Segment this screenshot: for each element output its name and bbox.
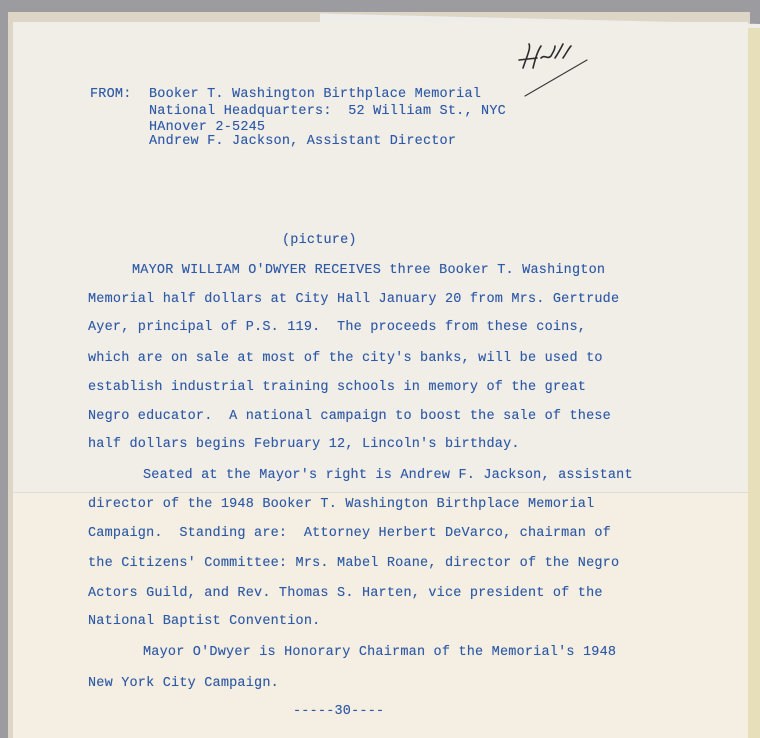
paragraph-2-line-3: Campaign. Standing are: Attorney Herbert DeVarco, chairman of bbox=[88, 526, 611, 541]
paragraph-1-line-6: Negro educator. A national campaign to boost the sale of these bbox=[88, 409, 611, 424]
handwritten-signature bbox=[515, 38, 595, 98]
paragraph-1-line-3: Ayer, principal of P.S. 119. The proceeds from these coins, bbox=[88, 320, 587, 335]
header-line-address: National Headquarters: 52 William St., NYC bbox=[149, 104, 506, 119]
header-line-contact: Andrew F. Jackson, Assistant Director bbox=[149, 134, 457, 149]
picture-note: (picture) bbox=[282, 233, 357, 248]
paragraph-1-line-7: half dollars begins February 12, Lincoln's birthday. bbox=[88, 437, 520, 452]
paragraph-1-line-2: Memorial half dollars at City Hall January 20 from Mrs. Gertrude bbox=[88, 292, 620, 307]
paragraph-2-line-6: National Baptist Convention. bbox=[88, 614, 321, 629]
paragraph-2-line-2: director of the 1948 Booker T. Washington Birthplace Memorial bbox=[88, 497, 595, 512]
paragraph-1-line-1: MAYOR WILLIAM O'DWYER RECEIVES three Booker T. Washington bbox=[132, 263, 606, 278]
paragraph-3-line-1: Mayor O'Dwyer is Honorary Chairman of the Memorial's 1948 bbox=[143, 645, 617, 660]
paragraph-2-line-4: the Citizens' Committee: Mrs. Mabel Roane, director of the Negro bbox=[88, 556, 620, 571]
from-label: FROM: bbox=[90, 87, 132, 102]
page-number: -----30---- bbox=[293, 704, 385, 719]
paragraph-1-line-5: establish industrial training schools in memory of the great bbox=[88, 380, 587, 395]
paragraph-1-line-4: which are on sale at most of the city's banks, will be used to bbox=[88, 351, 603, 366]
paragraph-2-line-5: Actors Guild, and Rev. Thomas S. Harten, vice president of the bbox=[88, 586, 603, 601]
header-line-org: Booker T. Washington Birthplace Memorial bbox=[149, 87, 482, 102]
paragraph-2-line-1: Seated at the Mayor's right is Andrew F. Jackson, assistant bbox=[143, 468, 633, 483]
paragraph-3-line-2: New York City Campaign. bbox=[88, 676, 279, 691]
header-line-phone: HAnover 2-5245 bbox=[149, 120, 266, 135]
paper-edge-strip bbox=[748, 28, 760, 738]
